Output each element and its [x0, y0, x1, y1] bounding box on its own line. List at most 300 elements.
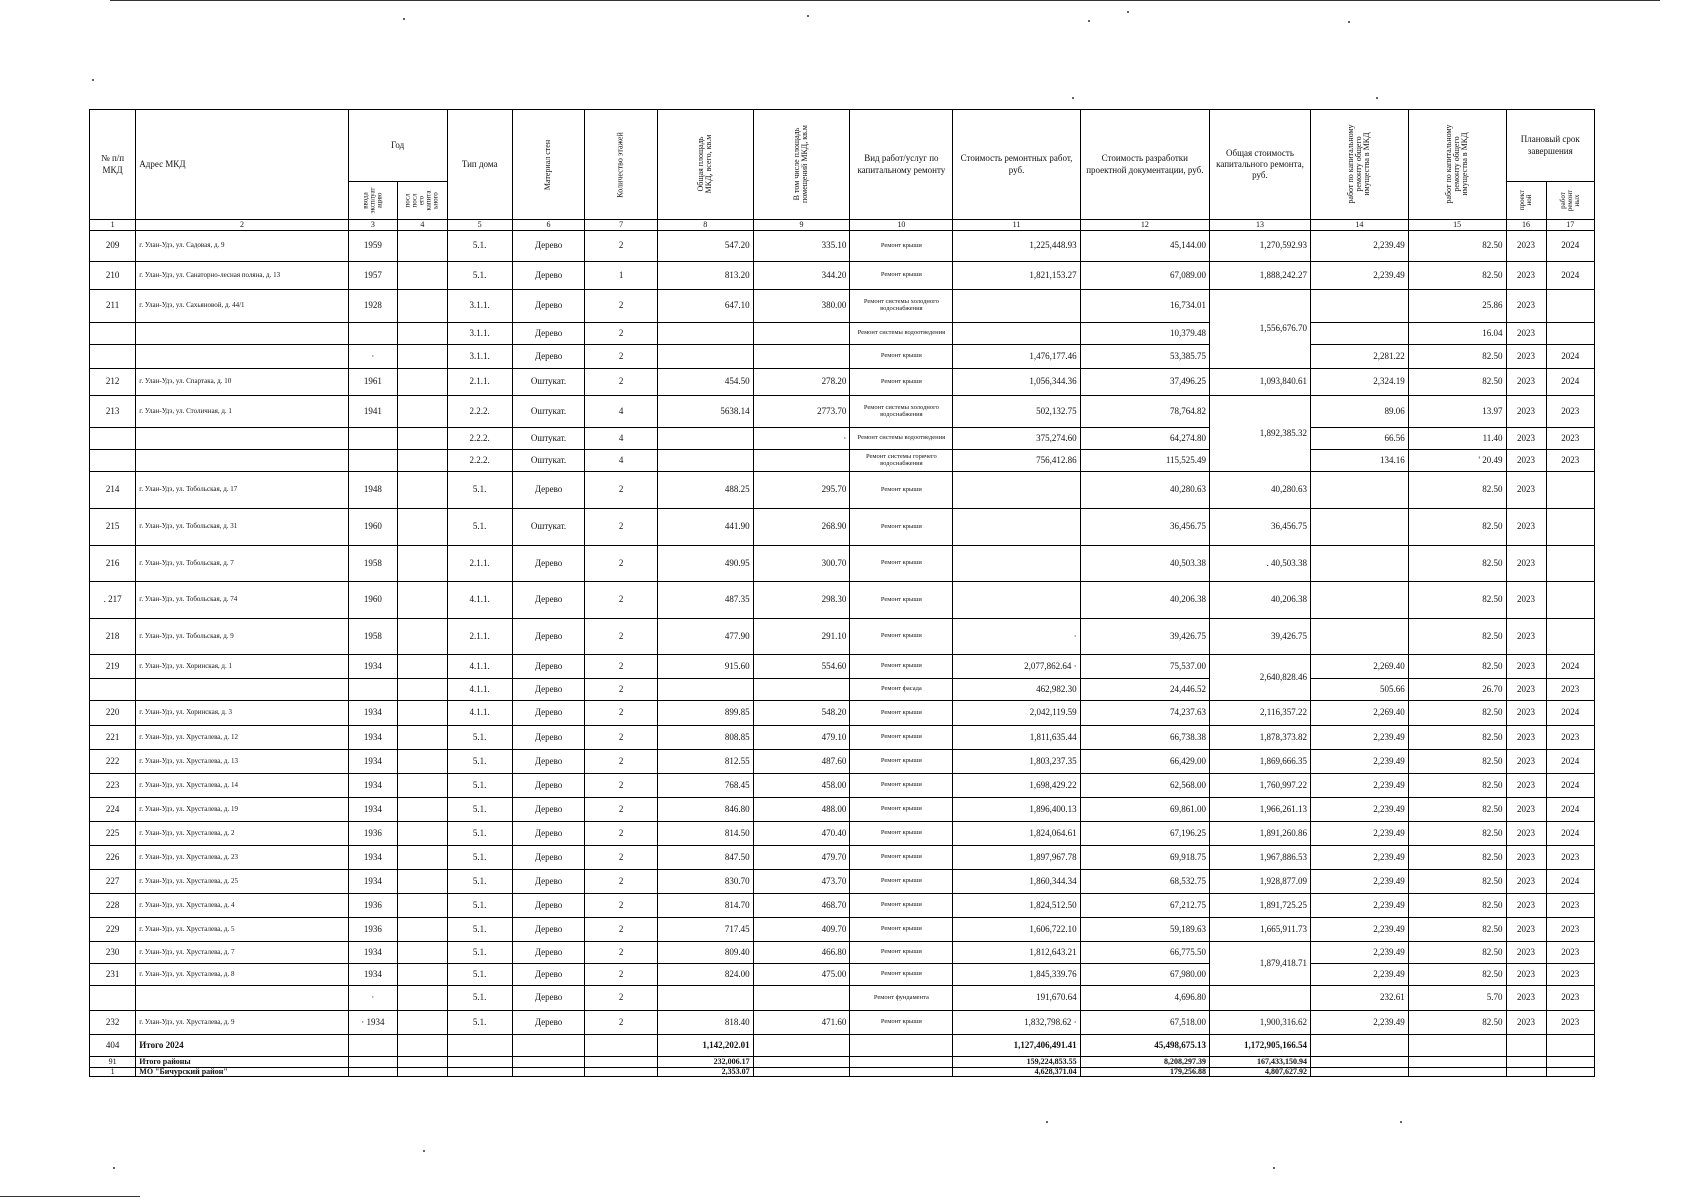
row-total-area: 547.20	[657, 231, 753, 262]
row-total-area: 717.45	[657, 918, 753, 942]
row-work-year: 2024	[1546, 262, 1595, 290]
totals-design-cost: 179,256.88	[1080, 1068, 1209, 1077]
row-number: 211	[90, 290, 136, 323]
row-total-area: 487.35	[657, 582, 753, 619]
totals-total-cost: 167,433,150.94	[1210, 1057, 1311, 1068]
header-work-type: Вид работ/услуг по капитальному ремонту	[850, 110, 953, 220]
row-design-year: 2023	[1506, 619, 1546, 655]
row-premises-area: 380.00	[753, 290, 850, 323]
totals-empty	[585, 1068, 658, 1077]
table-row	[90, 964, 1595, 986]
scan-speck	[1127, 11, 1129, 13]
row-design-cost: 75,537.00	[1080, 655, 1209, 679]
row-design-cost: 66,429.00	[1080, 750, 1209, 774]
row-work-year	[1546, 323, 1595, 345]
header-planned-completion: Плановый срок завершения	[1506, 110, 1594, 182]
scan-speck	[1348, 21, 1350, 23]
row-design-cost: 67,089.00	[1080, 262, 1209, 290]
row-year-last-repair	[398, 290, 447, 323]
row-total-area: 647.10	[657, 290, 753, 323]
row-year-last-repair	[398, 619, 447, 655]
row-design-year: 2023	[1506, 964, 1546, 986]
row-address: г. Улан-Удэ, ул. Хрусталева, д. 13	[136, 750, 348, 774]
row-design-cost: 16,734.01	[1080, 290, 1209, 323]
table-row	[90, 262, 1595, 290]
row-year-last-repair	[398, 870, 447, 894]
row-work-year	[1546, 546, 1595, 582]
row-premises-area: 548.20	[753, 701, 850, 726]
row-repair-cost: 1,824,064.61	[953, 822, 1080, 846]
row-premises-area: 298.30	[753, 582, 850, 619]
row-total-area: 5638.14	[657, 396, 753, 428]
row-design-cost: 64,274.80	[1080, 428, 1209, 450]
row-design-year: 2023	[1506, 546, 1546, 582]
row-repair-cost: 462,982.30	[953, 679, 1080, 701]
totals-empty	[1546, 1035, 1595, 1057]
row-house-type: 4.1.1.	[447, 701, 512, 726]
row-address: г. Улан-Удэ, ул. Тобольская, д. 7	[136, 546, 348, 582]
totals-empty	[1408, 1057, 1506, 1068]
row-number: 232	[90, 1011, 136, 1035]
row-work-type: Ремонт крыши	[850, 345, 953, 369]
row-year-last-repair	[398, 396, 447, 428]
row-total-cost: 1,891,725.25	[1210, 894, 1311, 918]
row-col14: 505.66	[1310, 679, 1408, 701]
table-row	[90, 655, 1595, 679]
row-col14: 2,239.49	[1310, 231, 1408, 262]
totals-empty	[585, 1035, 658, 1057]
row-address: г. Улан-Удэ, ул. Тобольская, д. 17	[136, 472, 348, 509]
row-wall-material: Дерево	[512, 701, 585, 726]
row-year-last-repair	[398, 986, 447, 1011]
row-premises-area	[753, 986, 850, 1011]
table-row	[90, 450, 1595, 472]
row-work-type: Ремонт фасада	[850, 679, 953, 701]
row-design-year: 2023	[1506, 701, 1546, 726]
totals-empty	[447, 1035, 512, 1057]
row-house-type: 5.1.	[447, 1011, 512, 1035]
row-year-commissioned: 1936	[348, 894, 397, 918]
totals-empty	[512, 1068, 585, 1077]
row-design-year: 2023	[1506, 870, 1546, 894]
header-house-type: Тип дома	[447, 110, 512, 220]
row-work-type: Ремонт крыши	[850, 546, 953, 582]
row-wall-material: Дерево	[512, 986, 585, 1011]
row-year-commissioned	[348, 428, 397, 450]
row-number	[90, 428, 136, 450]
row-col15: 82.50	[1408, 1011, 1506, 1035]
row-year-commissioned: 1936	[348, 918, 397, 942]
row-year-last-repair	[398, 231, 447, 262]
row-premises-area: 479.70	[753, 846, 850, 870]
row-address: г. Улан-Удэ, ул. Хрусталева, д. 9	[136, 1011, 348, 1035]
scan-speck	[1088, 20, 1090, 22]
row-work-year: 2024	[1546, 369, 1595, 396]
row-house-type: 5.1.	[447, 262, 512, 290]
row-repair-cost: 756,412.86	[953, 450, 1080, 472]
row-repair-cost	[953, 290, 1080, 323]
row-number: 210	[90, 262, 136, 290]
row-year-last-repair	[398, 679, 447, 701]
row-floors: 2	[585, 726, 658, 750]
row-work-type: Ремонт системы холодного водоснабжения	[850, 290, 953, 323]
row-work-year: 2024	[1546, 345, 1595, 369]
scan-speck	[403, 18, 405, 20]
row-premises-area: 554.60	[753, 655, 850, 679]
totals-empty	[348, 1035, 397, 1057]
totals-total-cost: 1,172,905,166.54	[1210, 1035, 1311, 1057]
row-number: 223	[90, 774, 136, 798]
row-total-cost: 36,456.75	[1210, 509, 1311, 546]
column-number: 7	[585, 220, 658, 231]
row-floors: 2	[585, 774, 658, 798]
row-year-commissioned: 1934	[348, 964, 397, 986]
row-design-year: 2023	[1506, 450, 1546, 472]
row-repair-cost: 1,056,344.36	[953, 369, 1080, 396]
row-col15: 82.50	[1408, 894, 1506, 918]
row-repair-cost: 2,042,119.59	[953, 701, 1080, 726]
column-number: 1	[90, 220, 136, 231]
row-total-area: 830.70	[657, 870, 753, 894]
table-row	[90, 619, 1595, 655]
scan-speck	[1072, 97, 1074, 99]
row-address	[136, 679, 348, 701]
header-row	[90, 110, 1595, 182]
row-repair-cost: 1,896,400.13	[953, 798, 1080, 822]
totals-row	[90, 1068, 1595, 1077]
row-year-commissioned: 1960	[348, 582, 397, 619]
row-col15: 82.50	[1408, 369, 1506, 396]
column-number-row	[90, 220, 1595, 231]
row-year-last-repair	[398, 369, 447, 396]
row-floors: 2	[585, 894, 658, 918]
row-work-year: 2023	[1546, 396, 1595, 428]
row-premises-area: 470.40	[753, 822, 850, 846]
row-total-cost: 2,116,357.22	[1210, 701, 1311, 726]
row-design-cost: 115,525.49	[1080, 450, 1209, 472]
row-house-type: 3.1.1.	[447, 345, 512, 369]
column-number: 8	[657, 220, 753, 231]
row-col15: 82.50	[1408, 942, 1506, 964]
row-address: г. Улан-Удэ, ул. Хрусталева, д. 12	[136, 726, 348, 750]
row-total-area	[657, 428, 753, 450]
row-year-last-repair	[398, 323, 447, 345]
row-address	[136, 428, 348, 450]
row-design-cost: 68,532.75	[1080, 870, 1209, 894]
row-total-area: 454.50	[657, 369, 753, 396]
row-number: 231	[90, 964, 136, 986]
row-total-area: 768.45	[657, 774, 753, 798]
row-work-year: 2023	[1546, 918, 1595, 942]
row-wall-material: Дерево	[512, 822, 585, 846]
totals-empty	[447, 1057, 512, 1068]
row-house-type: 5.1.	[447, 231, 512, 262]
row-total-area: 812.55	[657, 750, 753, 774]
row-design-cost: 40,503.38	[1080, 546, 1209, 582]
row-total-area: 809.40	[657, 942, 753, 964]
row-total-area: 814.70	[657, 894, 753, 918]
row-total-cost: 1,967,886.53	[1210, 846, 1311, 870]
totals-empty	[753, 1035, 850, 1057]
row-premises-area: 295.70	[753, 472, 850, 509]
row-house-type: 2.2.2.	[447, 396, 512, 428]
scan-speck	[1400, 1121, 1402, 1123]
row-wall-material: Оштукат.	[512, 396, 585, 428]
header-total-area: Общая площадь МКД, всего, кв.м	[657, 110, 753, 220]
header-year: Год	[348, 110, 447, 182]
row-repair-cost	[953, 509, 1080, 546]
row-address	[136, 450, 348, 472]
row-design-year: 2023	[1506, 726, 1546, 750]
row-year-last-repair	[398, 964, 447, 986]
row-house-type: 5.1.	[447, 942, 512, 964]
row-floors: 2	[585, 369, 658, 396]
row-year-last-repair	[398, 822, 447, 846]
row-floors: 2	[585, 509, 658, 546]
row-design-cost: 37,496.25	[1080, 369, 1209, 396]
row-floors: 2	[585, 1011, 658, 1035]
totals-repair-cost: 1,127,406,491.41	[953, 1035, 1080, 1057]
row-design-year: 2023	[1506, 655, 1546, 679]
row-col14: 2,239.49	[1310, 918, 1408, 942]
header-floors: Количество этажей	[585, 110, 658, 220]
row-wall-material: Оштукат.	[512, 509, 585, 546]
row-design-cost: 66,775.50	[1080, 942, 1209, 964]
row-design-cost: 78,764.82	[1080, 396, 1209, 428]
scan-speck	[807, 15, 809, 17]
row-floors: 4	[585, 450, 658, 472]
row-col14: 2,239.49	[1310, 262, 1408, 290]
row-repair-cost: 191,670.64	[953, 986, 1080, 1011]
row-number	[90, 345, 136, 369]
row-wall-material: Дерево	[512, 323, 585, 345]
row-col14: 2,239.49	[1310, 822, 1408, 846]
row-floors: 2	[585, 323, 658, 345]
row-work-year: 2023	[1546, 942, 1595, 964]
row-year-last-repair	[398, 798, 447, 822]
column-number: 14	[1310, 220, 1408, 231]
row-floors: 2	[585, 846, 658, 870]
row-house-type: 5.1.	[447, 509, 512, 546]
table-row	[90, 582, 1595, 619]
row-house-type: 5.1.	[447, 918, 512, 942]
row-work-type: Ремонт фундамента	[850, 986, 953, 1011]
totals-empty	[1310, 1068, 1408, 1077]
row-work-type: Ремонт крыши	[850, 369, 953, 396]
row-work-type: Ремонт крыши	[850, 822, 953, 846]
row-wall-material: Дерево	[512, 290, 585, 323]
row-house-type: 2.2.2.	[447, 450, 512, 472]
row-col14: 66.56	[1310, 428, 1408, 450]
table-row	[90, 231, 1595, 262]
table-row	[90, 509, 1595, 546]
row-number	[90, 323, 136, 345]
totals-label: Итого районы	[136, 1057, 348, 1068]
row-premises-area: 471.60	[753, 1011, 850, 1035]
row-work-type: Ремонт системы водоотведения	[850, 428, 953, 450]
row-premises-area: 458.00	[753, 774, 850, 798]
table-row	[90, 472, 1595, 509]
totals-empty	[348, 1057, 397, 1068]
table-row	[90, 323, 1595, 345]
row-number	[90, 986, 136, 1011]
row-house-type: 5.1.	[447, 726, 512, 750]
row-col14	[1310, 509, 1408, 546]
row-address: г. Улан-Удэ, ул. Спартака, д. 10	[136, 369, 348, 396]
row-repair-cost: 1,821,153.27	[953, 262, 1080, 290]
header-design-cost: Стоимость разработки проектной документации, руб.	[1080, 110, 1209, 220]
row-total-area: 441.90	[657, 509, 753, 546]
row-number: 215	[90, 509, 136, 546]
row-work-type: Ремонт крыши	[850, 472, 953, 509]
row-address: г. Улан-Удэ, ул. Тобольская, д. 31	[136, 509, 348, 546]
row-total-cost: 1,556,676.70	[1210, 290, 1311, 369]
row-wall-material: Дерево	[512, 750, 585, 774]
column-number: 16	[1506, 220, 1546, 231]
row-year-last-repair	[398, 582, 447, 619]
row-year-last-repair	[398, 262, 447, 290]
row-number: 214	[90, 472, 136, 509]
row-year-commissioned: 1948	[348, 472, 397, 509]
row-design-year: 2023	[1506, 846, 1546, 870]
row-work-year: 2023	[1546, 986, 1595, 1011]
table-row	[90, 290, 1595, 323]
row-year-commissioned: 1961	[348, 369, 397, 396]
row-address	[136, 323, 348, 345]
row-year-commissioned: 1936	[348, 822, 397, 846]
row-design-cost: 67,196.25	[1080, 822, 1209, 846]
row-repair-cost: 502,132.75	[953, 396, 1080, 428]
row-col14: 2,239.49	[1310, 750, 1408, 774]
row-design-year: 2023	[1506, 290, 1546, 323]
row-year-commissioned: 1934	[348, 846, 397, 870]
row-repair-cost: 375,274.60	[953, 428, 1080, 450]
row-address: г. Улан-Удэ, ул. Сахьяновой, д. 44/1	[136, 290, 348, 323]
row-col15: 82.50	[1408, 655, 1506, 679]
row-floors: 1	[585, 262, 658, 290]
row-col15: 82.50	[1408, 918, 1506, 942]
header-design-year: проект ной	[1506, 182, 1546, 220]
row-year-commissioned: 1934	[348, 798, 397, 822]
row-work-type: Ремонт крыши	[850, 894, 953, 918]
row-col14: 2,239.49	[1310, 870, 1408, 894]
row-work-type: Ремонт крыши	[850, 964, 953, 986]
header-number: № п/п МКД	[90, 110, 136, 220]
row-work-type: Ремонт крыши	[850, 942, 953, 964]
row-work-type: Ремонт крыши	[850, 619, 953, 655]
row-number: 229	[90, 918, 136, 942]
row-total-cost: 1,966,261.13	[1210, 798, 1311, 822]
column-number: 13	[1210, 220, 1311, 231]
row-year-last-repair	[398, 345, 447, 369]
row-number: 221	[90, 726, 136, 750]
row-design-year: 2023	[1506, 509, 1546, 546]
column-number: 12	[1080, 220, 1209, 231]
row-house-type: 5.1.	[447, 472, 512, 509]
row-total-area: 899.85	[657, 701, 753, 726]
row-work-type: Ремонт системы горячего водоснабжения	[850, 450, 953, 472]
row-floors: 2	[585, 472, 658, 509]
row-work-type: Ремонт крыши	[850, 726, 953, 750]
row-repair-cost	[953, 582, 1080, 619]
row-work-year	[1546, 290, 1595, 323]
row-total-area: 846.80	[657, 798, 753, 822]
row-house-type: 2.1.1.	[447, 369, 512, 396]
row-wall-material: Дерево	[512, 472, 585, 509]
table-row	[90, 870, 1595, 894]
row-col14: 2,239.49	[1310, 1011, 1408, 1035]
row-col14: 89.06	[1310, 396, 1408, 428]
row-work-year: 2023	[1546, 894, 1595, 918]
row-col14: 2,239.49	[1310, 726, 1408, 750]
row-year-commissioned: 1941	[348, 396, 397, 428]
row-floors: 2	[585, 986, 658, 1011]
row-col14	[1310, 546, 1408, 582]
row-repair-cost: 1,811,635.44	[953, 726, 1080, 750]
row-number	[90, 679, 136, 701]
row-design-year: 2023	[1506, 1011, 1546, 1035]
row-year-last-repair	[398, 918, 447, 942]
row-total-area	[657, 323, 753, 345]
row-address: г. Улан-Удэ, ул. Хрусталева, д. 25	[136, 870, 348, 894]
column-number: 5	[447, 220, 512, 231]
row-house-type: 5.1.	[447, 870, 512, 894]
row-house-type: 5.1.	[447, 964, 512, 986]
row-design-cost: 45,144.00	[1080, 231, 1209, 262]
row-design-cost: 4,696.80	[1080, 986, 1209, 1011]
totals-empty	[850, 1035, 953, 1057]
row-number: 222	[90, 750, 136, 774]
row-year-commissioned: 1934	[348, 750, 397, 774]
row-work-year: 2023	[1546, 450, 1595, 472]
totals-empty	[1506, 1035, 1546, 1057]
row-total-cost: 39,426.75	[1210, 619, 1311, 655]
row-wall-material: Дерево	[512, 774, 585, 798]
row-premises-area	[753, 450, 850, 472]
table-row	[90, 918, 1595, 942]
row-col15: 82.50	[1408, 726, 1506, 750]
row-design-year: 2023	[1506, 231, 1546, 262]
row-work-type: Ремонт крыши	[850, 798, 953, 822]
row-premises-area: 488.00	[753, 798, 850, 822]
row-address: г. Улан-Удэ, ул. Садовая, д. 9	[136, 231, 348, 262]
row-design-year: 2023	[1506, 262, 1546, 290]
row-wall-material: Дерево	[512, 846, 585, 870]
row-col15: 82.50	[1408, 750, 1506, 774]
row-total-cost: 1,891,260.86	[1210, 822, 1311, 846]
row-work-year: 2024	[1546, 701, 1595, 726]
row-design-cost: 69,861.00	[1080, 798, 1209, 822]
row-col14	[1310, 582, 1408, 619]
row-work-year: 2024	[1546, 231, 1595, 262]
row-house-type: 4.1.1.	[447, 582, 512, 619]
row-work-year: 2023	[1546, 1011, 1595, 1035]
row-floors: 2	[585, 701, 658, 726]
row-year-last-repair	[398, 894, 447, 918]
totals-area: 232,006.17	[657, 1057, 753, 1068]
scan-speck	[1273, 1167, 1275, 1169]
row-work-type: Ремонт системы холодного водоснабжения	[850, 396, 953, 428]
header-col15: работ по капитальному ремонту общего имущества в МКД	[1408, 110, 1506, 220]
row-design-cost: 67,212.75	[1080, 894, 1209, 918]
row-year-commissioned: ·	[348, 986, 397, 1011]
header-work-year: работ ремонт ных	[1546, 182, 1595, 220]
totals-total-cost: 4,807,627.92	[1210, 1068, 1311, 1077]
row-repair-cost: 1,845,339.76	[953, 964, 1080, 986]
row-number: 213	[90, 396, 136, 428]
row-repair-cost: 1,698,429.22	[953, 774, 1080, 798]
table-row	[90, 701, 1595, 726]
